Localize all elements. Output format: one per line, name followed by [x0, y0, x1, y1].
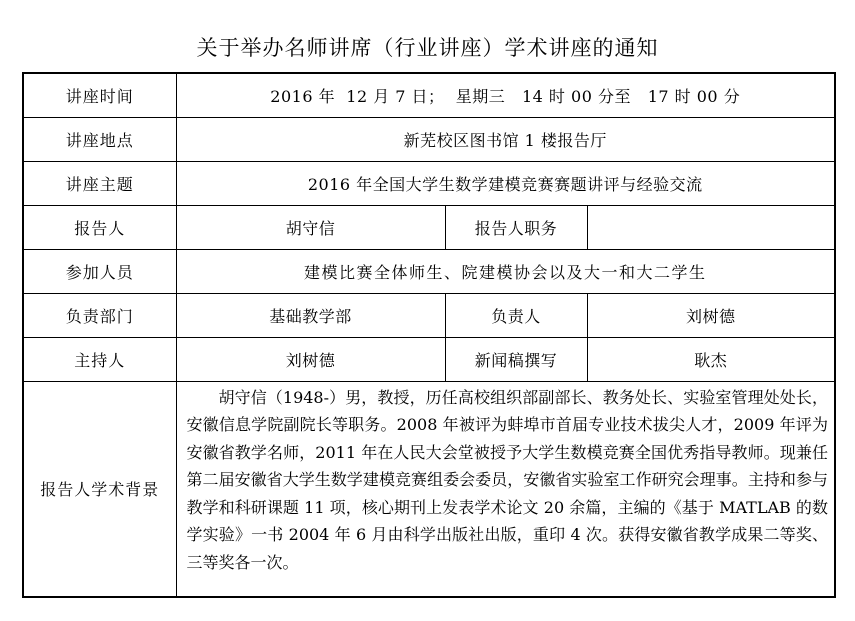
location-value: 新芜校区图书馆 1 楼报告厅 — [176, 117, 835, 161]
attendees-label: 参加人员 — [23, 249, 176, 293]
speaker-title-value — [587, 205, 835, 249]
row-speaker — [23, 205, 835, 249]
speaker-label: 报告人 — [23, 205, 176, 249]
background-label: 报告人学术背景 — [23, 381, 176, 597]
location-label: 讲座地点 — [23, 117, 176, 161]
host-value: 刘树德 — [176, 337, 445, 381]
host-label: 主持人 — [23, 337, 176, 381]
row-host — [23, 337, 835, 381]
background-cell — [176, 381, 835, 597]
row-attendees — [23, 249, 835, 293]
department-value: 基础教学部 — [176, 293, 445, 337]
row-time — [23, 73, 835, 117]
topic-value: 2016 年全国大学生数学建模竞赛赛题讲评与经验交流 — [176, 161, 835, 205]
news-writer-label: 新闻稿撰写 — [445, 337, 587, 381]
person-in-charge-value: 刘树德 — [587, 293, 835, 337]
person-in-charge-label: 负责人 — [445, 293, 587, 337]
row-topic — [23, 161, 835, 205]
speaker-value: 胡守信 — [176, 205, 445, 249]
news-writer-value: 耿杰 — [587, 337, 835, 381]
background-text: 胡守信（1948-）男，教授，历任高校组织部副部长、教务处长、实验室管理处处长，安徽信息学院副院长等职务。2008 年被评为蚌埠市首届专业技术拔尖人才，2009 年评为安徽省教学名师，2011 年在人民大会堂被授予大学生数模竞赛全国优秀指导教师。现兼任第二届安徽省大学生数学建模竞赛组委会委员，安徽省实验室工作研究会理事。主持和参与教学和科研课题 11 项，核心期刊上发表学术论文 20 余篇，主编的《基于 MATLAB 的数学实验》一书 2004 年 6 月由科学出版社出版，重印 4 次。获得安徽省教学成果二等奖、三等奖各一次。 — [186, 387, 828, 572]
topic-label: 讲座主题 — [23, 161, 176, 205]
row-background — [23, 381, 835, 597]
time-value: 2016 年 12 月 7 日； 星期三 14 时 00 分至 17 时 00 分 — [176, 73, 835, 117]
time-label: 讲座时间 — [23, 73, 176, 117]
department-label: 负责部门 — [23, 293, 176, 337]
row-department — [23, 293, 835, 337]
row-location — [23, 117, 835, 161]
attendees-value: 建模比赛全体师生、院建模协会以及大一和大二学生 — [176, 249, 835, 293]
speaker-title-label: 报告人职务 — [445, 205, 587, 249]
notice-table — [22, 72, 836, 598]
document-title: 关于举办名师讲席（行业讲座）学术讲座的通知 — [196, 36, 659, 60]
